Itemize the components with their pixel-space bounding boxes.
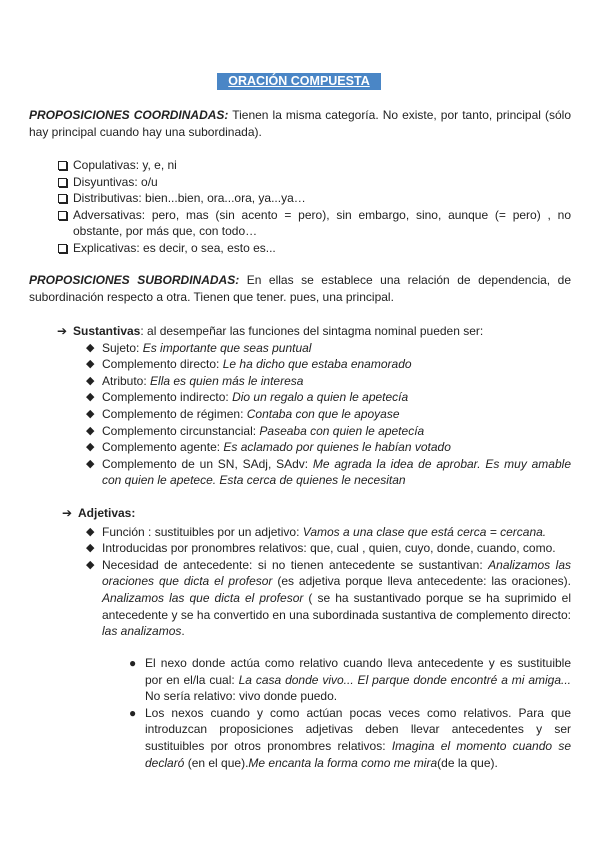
dot-bullet-icon: ● — [129, 656, 137, 670]
dot-bullet-icon: ● — [129, 705, 137, 720]
sustantivas-section — [57, 323, 571, 489]
diamond-bullet-icon: ◆ — [86, 358, 95, 371]
diamond-bullet-icon: ◆ — [86, 542, 95, 555]
list-item: ● Los nexos cuando y como actúan pocas veces como relativos. Para que introduzcan proposiciones adjetivas deben llevar antecedentes y ser sustituibles por otros pronombres relativos: Imagina el momento cuando se declaró (en el que).Me encanta la forma como me mira(de la que). — [129, 705, 572, 770]
adjetivas-list — [86, 524, 571, 640]
diamond-bullet-icon: ◆ — [86, 341, 95, 354]
coordinadas-list — [57, 157, 571, 257]
list-item: ◆ Complemento circunstancial: Paseaba con quien le apetecía — [86, 423, 425, 438]
list-item: ◆ Complemento agente: Es aclamado por quienes le habían votado — [86, 440, 451, 455]
page-title: ORACIÓN COMPUESTA — [217, 73, 381, 90]
arrow-right-icon: ➔ — [62, 506, 73, 520]
subordinadas-heading: PROPOSICIONES SUBORDINADAS: — [29, 273, 240, 287]
diamond-bullet-icon: ◆ — [86, 391, 95, 404]
list-item: ◆ Introducidas por pronombres relativos: que, cual , quien, cuyo, donde, cuando, como. — [86, 541, 556, 556]
adjetivas-heading: Adjetivas: — [78, 506, 136, 520]
list-item: ◆ Complemento de un SN, SAdj, SAdv: Me agrada la idea de aprobar. Es muy amable con quien le apetece. Esta cerca de quienes le necesitan — [86, 456, 571, 488]
diamond-bullet-icon: ◆ — [86, 407, 95, 420]
sustantivas-intro: : al desempeñar las funciones del sintagma nominal pueden ser: — [140, 324, 484, 338]
diamond-bullet-icon: ◆ — [86, 457, 95, 470]
adjetivas-section — [62, 505, 571, 640]
coordinadas-paragraph — [29, 107, 571, 140]
arrow-right-icon: ➔ — [57, 324, 68, 338]
list-item: Adversativas: pero, mas (sin acento = pero), sin embargo, sino, aunque (= pero) , no obstante, por más que, con todo… — [73, 207, 571, 239]
list-item: Copulativas: y, e, ni — [73, 158, 177, 172]
list-item: ◆ Función : sustituibles por un adjetivo: Vamos a una clase que está cerca = cercana. — [86, 524, 547, 539]
coordinadas-text: Tienen la misma categoría. No existe, por tanto, principal (sólo hay principal cuando hay una subordinada). — [29, 108, 572, 139]
list-item: ● El nexo donde actúa como relativo cuando lleva antecedente y es sustituible por en el/la cual: La casa donde vivo... El parque donde encontré a mi amiga... No sería relativo: vivo donde puedo. — [129, 656, 572, 704]
diamond-bullet-icon: ◆ — [86, 424, 95, 437]
list-item: ◆ Complemento indirecto: Dio un regalo a quien le apetecía — [86, 390, 409, 405]
list-item: ◆ Atributo: Ella es quien más le interesa — [86, 373, 304, 388]
list-item: Explicativas: es decir, o sea, esto es... — [73, 240, 276, 255]
coordinadas-heading: PROPOSICIONES COORDINADAS: — [29, 108, 229, 122]
list-item: Disyuntivas: o/u — [73, 174, 158, 189]
list-item: ◆ Complemento de régimen: Contaba con que le apoyase — [86, 406, 400, 421]
diamond-bullet-icon: ◆ — [86, 441, 95, 454]
diamond-bullet-icon: ◆ — [86, 558, 95, 571]
diamond-bullet-icon: ◆ — [86, 525, 95, 538]
list-item: ◆ Necesidad de antecedente: si no tienen antecedente se sustantivan: Analizamos las oraciones que dicta el profesor (es adjetiva porque lleva antecedente: las oraciones). Analizamos las que dicta el profesor ( se ha sustantivado porque se ha suprimido el antecedente y se ha convertido en una subordinada sustantiva de complemento directo: las analizamos. — [86, 557, 571, 639]
list-item: ◆ Sujeto: Es importante que seas puntual — [86, 340, 312, 355]
subordinadas-text: En ellas se establece una relación de dependencia, de subordinación respecto a otra. Tienen que tener. pues, una principal. — [29, 273, 571, 304]
sustantivas-list — [86, 340, 571, 489]
adjetivas-notes-list — [127, 655, 571, 771]
list-item: ◆ Complemento directo: Le ha dicho que estaba enamorado — [86, 357, 412, 372]
subordinadas-paragraph — [29, 272, 571, 305]
diamond-bullet-icon: ◆ — [86, 374, 95, 387]
list-item: Distributivas: bien...bien, ora...ora, ya...ya… — [73, 191, 306, 206]
sustantivas-heading: Sustantivas — [73, 324, 141, 338]
